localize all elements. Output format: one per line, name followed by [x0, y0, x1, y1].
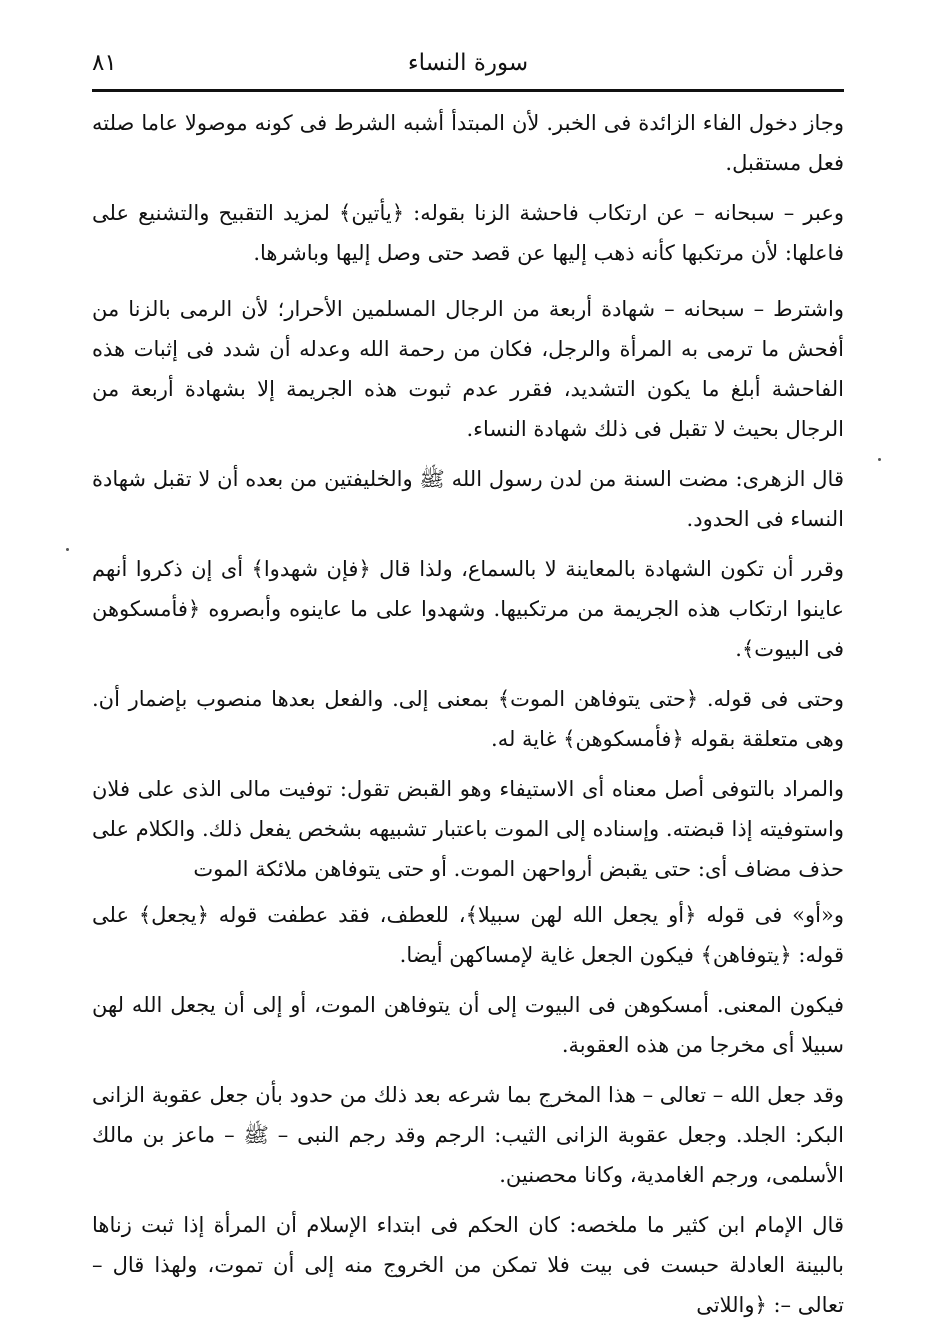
paragraph: قال الإمام ابن كثير ما ملخصه: كان الحكم فى ابتداء الإسلام أن المرأة إذا ثبت زناها بالبينة العادلة حبست فى بيت فلا تمكن من الخروج منه إلى أن تموت، ولهذا قال – تعالى –: ﴿واللاتى [92, 1213, 844, 1317]
body-text [92, 103, 844, 1335]
paragraph: فيكون المعنى. أمسكوهن فى البيوت إلى أن يتوفاهن الموت، أو إلى أن يجعل الله لهن سبيلا أى مخرجا من هذه العقوبة. [92, 993, 844, 1057]
paragraph: وقد جعل الله – تعالى – هذا المخرج بما شرعه بعد ذلك من حدود بأن جعل عقوبة الزانى البكر: الجلد. وجعل عقوبة الزانى الثيب: الرجم وقد رجم النبى – ﷺ – ماعز بن مالك الأسلمى، ورجم الغامدية، وكانا محصنين. [92, 1083, 844, 1187]
paragraph: وجاز دخول الفاء الزائدة فى الخبر. لأن المبتدأ أشبه الشرط فى كونه موصولا عاما صلته فعل مستقبل. [92, 111, 844, 175]
paragraph: قال الزهرى: مضت السنة من لدن رسول الله ﷺ والخليفتين من بعده أن لا تقبل شهادة النساء فى الحدود. [92, 467, 844, 531]
page-number: ٨١ [92, 50, 117, 76]
paragraph: وحتى فى قوله. ﴿حتى يتوفاهن الموت﴾ بمعنى إلى. والفعل بعدها منصوب بإضمار أن. وهى متعلقة بقوله ﴿فأمسكوهن﴾ غاية له. [92, 687, 844, 751]
surah-title: سورة النساء [407, 50, 529, 76]
paragraph: وقرر أن تكون الشهادة بالمعاينة لا بالسماع، ولذا قال ﴿فإن شهدوا﴾ أى إن ذكروا أنهم عاينوا ارتكاب هذه الجريمة من مرتكبيها. وشهدوا على ما عاينوه وأبصروه ﴿فأمسكوهن فى البيوت﴾. [92, 557, 844, 661]
header-rule [92, 89, 844, 92]
page-header [92, 42, 844, 88]
paragraph: واشترط – سبحانه – شهادة أربعة من الرجال المسلمين الأحرار؛ لأن الرمى بالزنا من أفحش ما ترمى به المرأة والرجل، فكان من رحمة الله وعدله أن شدد فى إثبات هذه الفاحشة أبلغ ما يكون التشديد، فقرر عدم ثبوت هذه الجريمة إلا بشهادة أربعة من الرجال بحيث لا تقبل فى ذلك شهادة النساء. [92, 297, 844, 441]
scan-speck [66, 548, 69, 551]
scan-speck [878, 458, 881, 461]
paragraph: و«أو» فى قوله ﴿أو يجعل الله لهن سبيلا﴾، للعطف، فقد عطفت قوله ﴿يجعل﴾ على قوله: ﴿يتوفاهن﴾ فيكون الجعل غاية لإمساكهن أيضا. [92, 903, 844, 967]
paragraph: وعبر – سبحانه – عن ارتكاب فاحشة الزنا بقوله: ﴿يأتين﴾ لمزيد التقبيح والتشنيع على فاعلها: لأن مرتكبها كأنه ذهب إليها عن قصد حتى وصل إليها وباشرها. [92, 201, 844, 265]
paragraph: والمراد بالتوفى أصل معناه أى الاستيفاء وهو القبض تقول: توفيت مالى الذى على فلان واستوفيته إذا قبضته. وإسناده إلى الموت باعتبار تشبيهه بشخص يفعل ذلك. والكلام على حذف مضاف أى: حتى يقبض أرواحهن الموت. أو حتى يتوفاهن ملائكة الموت [92, 777, 844, 881]
